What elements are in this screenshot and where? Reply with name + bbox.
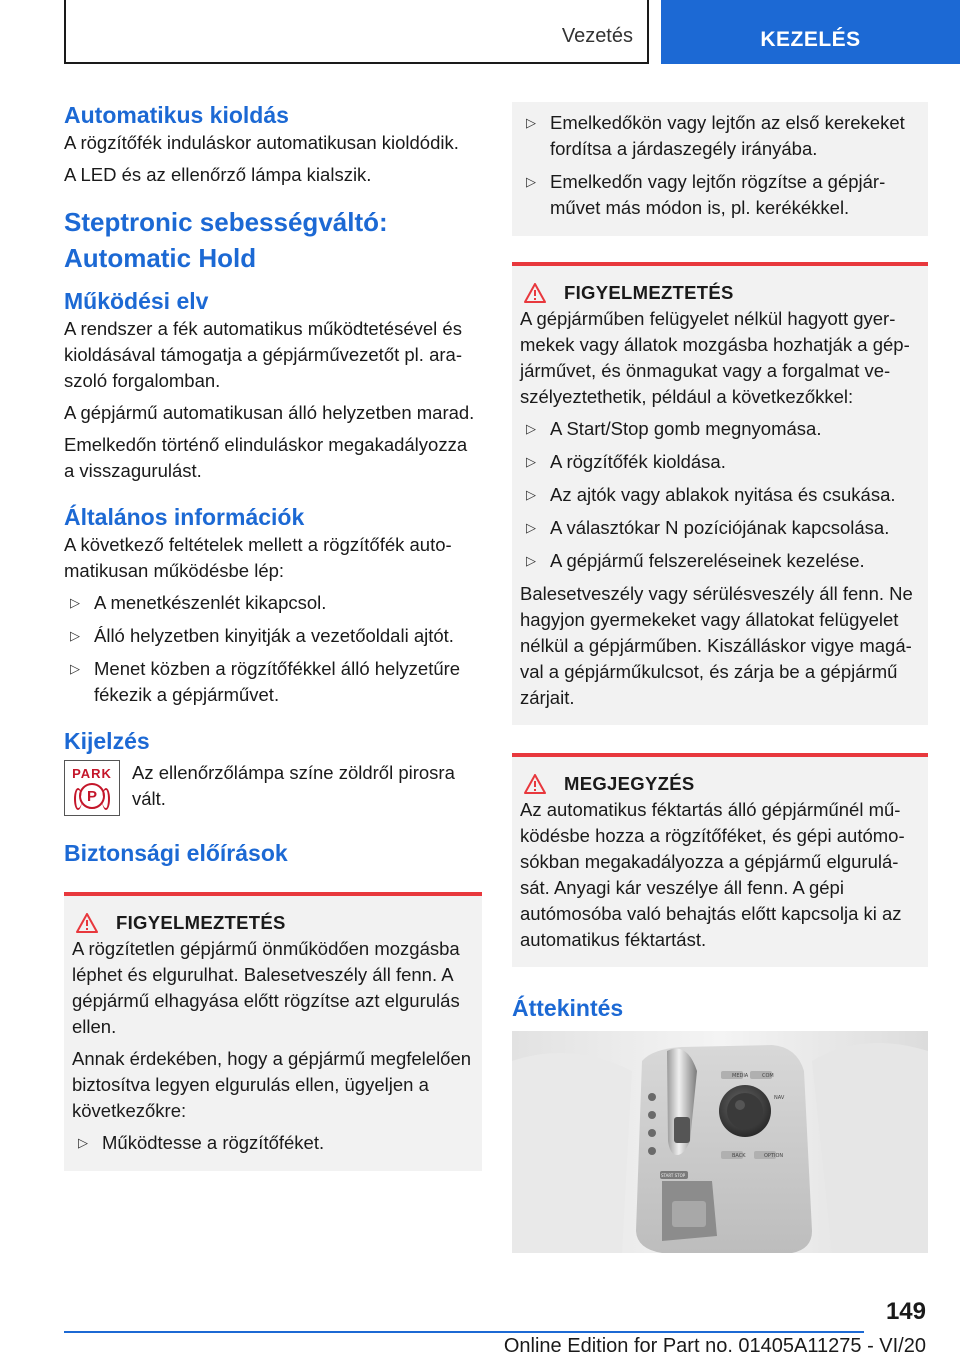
list-item: ▷ Menet közben a rögzítőfékkel álló helyzetűre fékezik a gépjárművet.: [70, 658, 461, 705]
note-box-text: Az automatikus féktartás álló gépjárműnél működésbe hozza a rögzítőféket, és gépi autómosókban megakadályozza a gépjármű elgurulását. Anyagi kár veszélye áll fenn. A gépi autómosóba való behajtás előtt kapcsolja ki az automatikus féktartást.: [520, 799, 905, 950]
gear-selector-console-image: [512, 1031, 928, 1253]
header-section-tab[interactable]: [661, 0, 960, 64]
list-item: ▷ A Start/Stop gomb megnyomása.: [520, 416, 920, 442]
console-option-label: OPTION: [764, 1153, 784, 1159]
bullet-triangle-icon: ▷: [78, 1135, 88, 1150]
right-column: [512, 102, 928, 1258]
bullet-triangle-icon: ▷: [70, 661, 80, 676]
console-com-label: COM: [762, 1073, 774, 1079]
left-column: [64, 100, 482, 1171]
overview-heading: Áttekintés: [512, 995, 624, 1021]
note-box-title: MEGJEGYZÉS: [524, 773, 920, 795]
steptronic-heading-line2: Automatic Hold: [64, 243, 257, 273]
bullet-triangle-icon: ▷: [526, 174, 536, 189]
display-text: Az ellenőrzőlámpa színe zöldről pirosra vált.: [132, 762, 455, 809]
warning-triangle-icon: [524, 283, 546, 303]
bullet-triangle-icon: ▷: [526, 454, 536, 469]
principle-heading: Működési elv: [64, 288, 209, 314]
warning-box-1-text-2: Annak érdekében, hogy a gépjármű megfelelően biztosítva legyen elgurulás ellen, ügyeljen a következőkre:: [72, 1048, 472, 1121]
list-item: ▷ A rögzítőfék kioldása.: [520, 449, 920, 475]
list-item: ▷ A menetkészenlét kikapcsol.: [64, 590, 482, 616]
steptronic-heading: [64, 204, 482, 276]
safety-heading: Biztonsági előírások: [64, 840, 288, 866]
list-item: ▷ A gépjármű felszereléseinek kezelése.: [520, 548, 920, 574]
warning-box-1-title: FIGYELMEZTETÉS: [76, 912, 474, 934]
console-nav-label: NAV: [774, 1095, 785, 1101]
warning-box-1: [64, 892, 482, 1171]
warning-triangle-icon: [76, 913, 98, 933]
general-info-list: [64, 590, 482, 708]
note-box: [512, 753, 928, 967]
park-brake-icon: [64, 760, 120, 816]
park-icon-circle: P: [79, 783, 105, 809]
principle-text-3: Emelkedőn történő elinduláskor megakadályozza a visszagurulást.: [64, 434, 468, 481]
list-item: ▷ Működtesse a rögzítőféket.: [72, 1130, 474, 1156]
console-back-label: BACK: [732, 1153, 746, 1159]
warning-box-2-text-2: Balesetveszély vagy sérülésveszély áll fenn. Ne hagyjon gyermekeket vagy állatokat felügyelet nélkül a gépjárműben. Kiszálláskor vigye magával a gépjárműkulcsot, és zárja be a gépjármű zárjait.: [520, 583, 913, 708]
footer-divider: [64, 1331, 864, 1333]
bullet-triangle-icon: ▷: [526, 115, 536, 130]
bullet-triangle-icon: ▷: [70, 628, 80, 643]
park-icon-word: PARK: [72, 766, 112, 781]
warning-triangle-icon: [524, 774, 546, 794]
header-chapter-frame: [64, 0, 649, 64]
list-item: ▷ A választókar N pozíciójának kapcsolása.: [520, 515, 920, 541]
console-start-stop-label: START STOP: [661, 1173, 686, 1178]
list-item: ▷ Az ajtók vagy ablakok nyitása és csukása.: [520, 482, 920, 508]
principle-text-1: A rendszer a fék automatikus működtetésével és kioldásával támogatja a gépjárművezetőt pl. araszoló forgalomban.: [64, 318, 462, 391]
display-heading: Kijelzés: [64, 728, 150, 754]
header-section-label: KEZELÉS: [760, 28, 861, 51]
footer-edition-text: Online Edition for Part no. 01405A11275 - VI/20: [503, 1335, 926, 1357]
console-media-label: MEDIA: [732, 1073, 749, 1079]
list-item: ▷ Emelkedőkön vagy lejtőn az első kerekeket fordítsa a járdaszegély irányába.: [526, 112, 905, 159]
warning-box-2: [512, 262, 928, 725]
bullet-triangle-icon: ▷: [70, 595, 80, 610]
steptronic-heading-line1: Steptronic sebességváltó:: [64, 207, 388, 237]
general-info-heading: Általános információk: [64, 504, 305, 530]
park-indicator-row: [64, 760, 482, 816]
bullet-triangle-icon: ▷: [526, 553, 536, 568]
warning-box-1-continued: [512, 102, 928, 236]
warning-box-1-continued-list: [520, 110, 920, 221]
list-item: ▷ Emelkedőn vagy lejtőn rögzítse a gépjárművet más módon is, pl. kerékékkel.: [526, 171, 886, 218]
bullet-triangle-icon: ▷: [526, 520, 536, 535]
general-info-text: A következő feltételek mellett a rögzítőfék automatikusan működésbe lép:: [64, 534, 452, 581]
list-item: ▷ Álló helyzetben kinyitják a vezetőoldali ajtót.: [64, 623, 482, 649]
warning-box-2-text-1: A gépjárműben felügyelet nélkül hagyott gyermekek vagy állatok mozgásba hozhatják a gépjárművet, és önmagukat vagy a forgalmat veszélyeztethetik, például a következőkkel:: [520, 308, 910, 407]
principle-text-2: A gépjármű automatikusan álló helyzetben marad.: [64, 402, 475, 423]
page-number: 149: [885, 1298, 926, 1325]
warning-box-1-text-1: A rögzítetlen gépjármű önműködően mozgásba léphet és elgurulhat. Balesetveszély áll fenn. A gépjármű elhagyása előtt rögzítse azt elgurulás ellen.: [72, 938, 460, 1037]
auto-release-heading: Automatikus kioldás: [64, 102, 289, 128]
warning-box-1-list: [72, 1130, 474, 1156]
warning-box-2-title: FIGYELMEZTETÉS: [524, 282, 920, 304]
header-chapter[interactable]: Vezetés: [561, 25, 633, 47]
bullet-triangle-icon: ▷: [526, 487, 536, 502]
auto-release-text-1: A rögzítőfék induláskor automatikusan kioldódik.: [64, 132, 459, 153]
warning-box-2-list: [520, 416, 920, 574]
bullet-triangle-icon: ▷: [526, 421, 536, 436]
auto-release-text-2: A LED és az ellenőrző lámpa kialszik.: [64, 164, 372, 185]
